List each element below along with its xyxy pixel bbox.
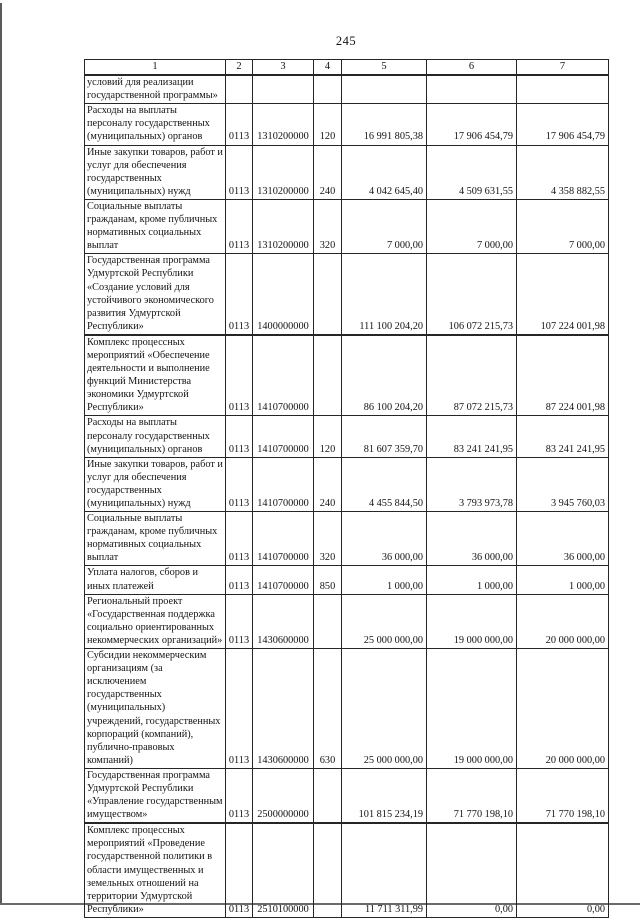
section-code-cell: 0113 (226, 566, 253, 594)
amount-col6-cell: 71 770 198,10 (427, 768, 517, 823)
section-code-cell: 0113 (226, 416, 253, 457)
expense-name-cell: Расходы на выплаты персоналу государственных (муниципальных) органов (85, 416, 226, 457)
section-code-cell: 0113 (226, 457, 253, 511)
expense-name-cell: Комплекс процессных мероприятий «Обеспечение деятельности и выполнение функций Министерства экономики Удмуртской Республики» (85, 335, 226, 416)
amount-col5-cell: 4 042 645,40 (342, 145, 427, 199)
target-article-code-cell: 1400000000 (253, 254, 314, 335)
expense-name-cell: условий для реализации государственной программы» (85, 75, 226, 104)
target-article-code-cell: 1410700000 (253, 512, 314, 566)
amount-col6-cell: 0,00 (427, 823, 517, 917)
expense-type-code-cell (314, 335, 342, 416)
amount-col6-cell: 36 000,00 (427, 512, 517, 566)
table-row (85, 594, 609, 648)
amount-col5-cell: 4 455 844,50 (342, 457, 427, 511)
expense-type-code-cell: 240 (314, 145, 342, 199)
amount-col5-cell: 11 711 311,99 (342, 823, 427, 917)
expense-type-code-cell: 120 (314, 104, 342, 145)
amount-col6-cell: 4 509 631,55 (427, 145, 517, 199)
target-article-code-cell: 1410700000 (253, 457, 314, 511)
expense-name-cell: Субсидии некоммерческим организациям (за исключением государственных (муниципальных) учреждений, государственных корпораций (компаний), публично-правовых компаний) (85, 649, 226, 769)
table-body (85, 75, 609, 917)
budget-expenditure-table (84, 59, 609, 918)
amount-col7-cell: 20 000 000,00 (517, 594, 609, 648)
table-row (85, 566, 609, 594)
target-article-code-cell: 1410700000 (253, 566, 314, 594)
amount-col7-cell: 71 770 198,10 (517, 768, 609, 823)
amount-col7-cell: 20 000 000,00 (517, 649, 609, 769)
amount-col7-cell: 17 906 454,79 (517, 104, 609, 145)
table-row (85, 199, 609, 253)
column-number-5: 5 (342, 60, 427, 76)
expense-type-code-cell (314, 254, 342, 335)
column-number-2: 2 (226, 60, 253, 76)
amount-col7-cell: 3 945 760,03 (517, 457, 609, 511)
column-number-3: 3 (253, 60, 314, 76)
column-number-4: 4 (314, 60, 342, 76)
amount-col6-cell: 19 000 000,00 (427, 649, 517, 769)
amount-col5-cell: 16 991 805,38 (342, 104, 427, 145)
amount-col5-cell: 111 100 204,20 (342, 254, 427, 335)
table-row (85, 416, 609, 457)
table-row (85, 512, 609, 566)
expense-name-cell: Уплата налогов, сборов и иных платежей (85, 566, 226, 594)
table-row (85, 768, 609, 823)
target-article-code-cell: 1310200000 (253, 199, 314, 253)
expense-name-cell: Расходы на выплаты персоналу государственных (муниципальных) органов (85, 104, 226, 145)
expense-type-code-cell (314, 768, 342, 823)
target-article-code-cell (253, 75, 314, 104)
expense-name-cell: Иные закупки товаров, работ и услуг для обеспечения государственных (муниципальных) нужд (85, 457, 226, 511)
amount-col6-cell: 83 241 241,95 (427, 416, 517, 457)
target-article-code-cell: 1410700000 (253, 335, 314, 416)
column-number-7: 7 (517, 60, 609, 76)
expense-type-code-cell: 320 (314, 512, 342, 566)
section-code-cell: 0113 (226, 594, 253, 648)
table-row (85, 649, 609, 769)
amount-col6-cell: 19 000 000,00 (427, 594, 517, 648)
amount-col5-cell: 25 000 000,00 (342, 594, 427, 648)
amount-col5-cell: 101 815 234,19 (342, 768, 427, 823)
amount-col6-cell: 106 072 215,73 (427, 254, 517, 335)
expense-type-code-cell: 120 (314, 416, 342, 457)
amount-col7-cell: 0,00 (517, 823, 609, 917)
table-row (85, 75, 609, 104)
target-article-code-cell: 1430600000 (253, 594, 314, 648)
column-number-6: 6 (427, 60, 517, 76)
section-code-cell: 0113 (226, 512, 253, 566)
page-number: 245 (335, 34, 357, 48)
target-article-code-cell: 1310200000 (253, 104, 314, 145)
section-code-cell: 0113 (226, 823, 253, 917)
expense-type-code-cell (314, 823, 342, 917)
table-row (85, 145, 609, 199)
expense-name-cell: Комплекс процессных мероприятий «Проведение государственной политики в области имущественных и земельных отношений на территории Удмуртской Республики» (85, 823, 226, 917)
amount-col7-cell: 36 000,00 (517, 512, 609, 566)
scan-edge-left (0, 3, 2, 905)
amount-col6-cell: 17 906 454,79 (427, 104, 517, 145)
expense-name-cell: Социальные выплаты гражданам, кроме публичных нормативных социальных выплат (85, 512, 226, 566)
expense-name-cell: Иные закупки товаров, работ и услуг для обеспечения государственных (муниципальных) нужд (85, 145, 226, 199)
expense-name-cell: Государственная программа Удмуртской Республики «Управление государственным имуществом» (85, 768, 226, 823)
expense-type-code-cell (314, 594, 342, 648)
amount-col7-cell: 87 224 001,98 (517, 335, 609, 416)
amount-col7-cell: 1 000,00 (517, 566, 609, 594)
table-row (85, 254, 609, 335)
amount-col7-cell (517, 75, 609, 104)
section-code-cell: 0113 (226, 649, 253, 769)
table-row (85, 335, 609, 416)
expense-name-cell: Региональный проект «Государственная поддержка социально ориентированных некоммерческих организаций» (85, 594, 226, 648)
section-code-cell: 0113 (226, 768, 253, 823)
section-code-cell (226, 75, 253, 104)
amount-col6-cell: 3 793 973,78 (427, 457, 517, 511)
expense-type-code-cell: 320 (314, 199, 342, 253)
amount-col5-cell: 1 000,00 (342, 566, 427, 594)
amount-col5-cell: 81 607 359,70 (342, 416, 427, 457)
amount-col5-cell: 86 100 204,20 (342, 335, 427, 416)
table-row (85, 104, 609, 145)
amount-col6-cell: 1 000,00 (427, 566, 517, 594)
target-article-code-cell: 2510100000 (253, 823, 314, 917)
table-row (85, 457, 609, 511)
expense-type-code-cell: 240 (314, 457, 342, 511)
expense-type-code-cell: 630 (314, 649, 342, 769)
section-code-cell: 0113 (226, 145, 253, 199)
section-code-cell: 0113 (226, 335, 253, 416)
section-code-cell: 0113 (226, 254, 253, 335)
amount-col7-cell: 7 000,00 (517, 199, 609, 253)
expense-type-code-cell: 850 (314, 566, 342, 594)
target-article-code-cell: 1410700000 (253, 416, 314, 457)
amount-col6-cell: 87 072 215,73 (427, 335, 517, 416)
amount-col5-cell (342, 75, 427, 104)
expense-name-cell: Государственная программа Удмуртской Республики «Создание условий для устойчивого экономического развития Удмуртской Республики» (85, 254, 226, 335)
amount-col5-cell: 7 000,00 (342, 199, 427, 253)
target-article-code-cell: 1430600000 (253, 649, 314, 769)
column-number-row (85, 60, 609, 76)
table-row (85, 823, 609, 917)
expense-name-cell: Социальные выплаты гражданам, кроме публичных нормативных социальных выплат (85, 199, 226, 253)
amount-col5-cell: 36 000,00 (342, 512, 427, 566)
target-article-code-cell: 1310200000 (253, 145, 314, 199)
section-code-cell: 0113 (226, 104, 253, 145)
expense-type-code-cell (314, 75, 342, 104)
target-article-code-cell: 2500000000 (253, 768, 314, 823)
amount-col6-cell (427, 75, 517, 104)
amount-col7-cell: 4 358 882,55 (517, 145, 609, 199)
amount-col5-cell: 25 000 000,00 (342, 649, 427, 769)
amount-col7-cell: 83 241 241,95 (517, 416, 609, 457)
column-number-1: 1 (85, 60, 226, 76)
section-code-cell: 0113 (226, 199, 253, 253)
amount-col6-cell: 7 000,00 (427, 199, 517, 253)
amount-col7-cell: 107 224 001,98 (517, 254, 609, 335)
